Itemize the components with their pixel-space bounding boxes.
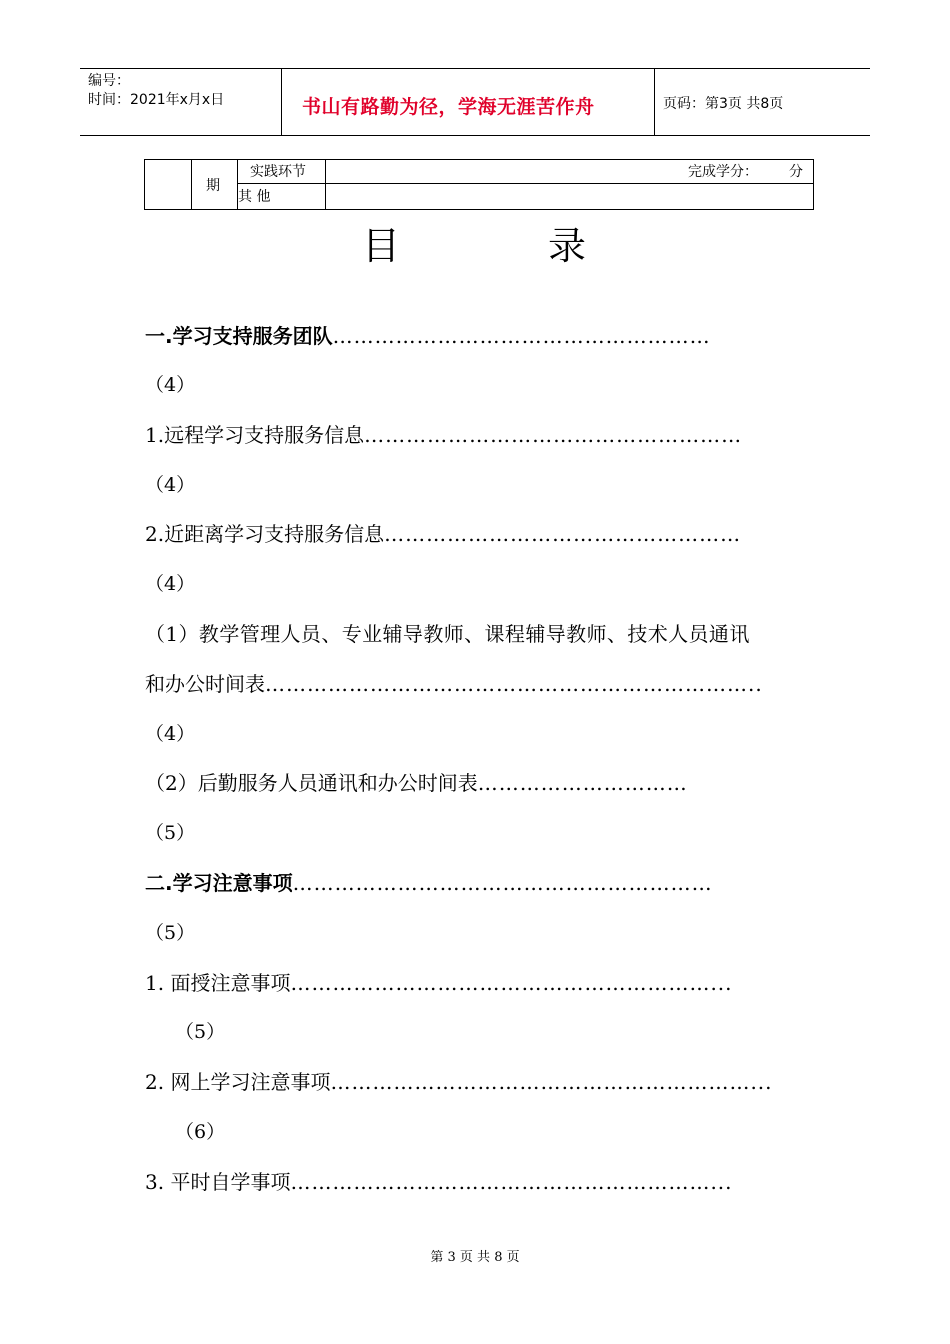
table-border-right: [813, 159, 814, 210]
table-border-left: [144, 159, 145, 210]
header-motto: 书山有路勤为径，学海无涯苦作舟: [302, 96, 595, 118]
toc-leader: …………………………: [477, 771, 688, 795]
toc-leader: ……………………………………………………: [292, 871, 713, 895]
table-period-cell: 期: [206, 178, 220, 194]
toc-entry-title: 1.远程学习支持服务信息: [145, 423, 365, 447]
toc-entry-staff-contacts-cont[interactable]: [145, 671, 805, 697]
table-border-bottom: [144, 209, 814, 210]
toc-entry-section-2[interactable]: [145, 870, 805, 896]
toc-title-char-1: 目: [362, 224, 401, 268]
toc-entry-logistics-contacts[interactable]: [145, 770, 805, 796]
toc-leader: ………………………………………………: [332, 324, 711, 348]
toc-leader: ………………………………………………: [364, 423, 743, 447]
toc-title-char-2: 录: [548, 224, 587, 268]
table-credit-unit: 分: [789, 164, 803, 180]
toc-entry-title: 2. 网上学习注意事项: [145, 1070, 331, 1094]
toc-entry-title-cont: 和办公时间表: [145, 672, 265, 696]
toc-leader: ……………………………………………………...: [290, 971, 733, 995]
header-divider-left: [281, 68, 282, 136]
toc-entry-title: 二.学习注意事项: [145, 871, 293, 895]
toc-entry-title: 一.学习支持服务团队: [145, 324, 333, 348]
document-number-label: 编号：: [88, 73, 130, 89]
toc-entry-section-1[interactable]: [145, 323, 805, 349]
toc-page-number: （6）: [175, 1121, 226, 1143]
header-bottom-rule: [80, 135, 870, 136]
toc-leader: ……………………………………………………………..: [265, 672, 763, 696]
table-credit-label: 完成学分：: [688, 164, 758, 180]
header-divider-right: [654, 68, 655, 136]
toc-page-number: （4）: [145, 374, 196, 396]
toc-page-number: （4）: [145, 474, 196, 496]
table-border-top: [144, 159, 814, 160]
toc-entry-title: （1）教学管理人员、专业辅导教师、课程辅导教师、技术人员通讯: [145, 622, 750, 646]
toc-entry-staff-contacts[interactable]: [145, 621, 805, 647]
toc-page-number: （4）: [145, 573, 196, 595]
toc-leader: ……………………………………………………...: [290, 1170, 733, 1194]
page-footer: 第 3 页 共 8 页: [430, 1250, 520, 1265]
toc-page-number: （4）: [145, 723, 196, 745]
toc-entry-self-study[interactable]: [145, 1169, 805, 1195]
toc-leader: ……………………………………………: [384, 522, 742, 546]
table-row-divider: [237, 183, 814, 184]
toc-entry-online-learning[interactable]: [145, 1069, 805, 1095]
document-time-label: 时间：2021年x月x日: [88, 92, 225, 108]
toc-entry-title: 1. 面授注意事项: [145, 971, 291, 995]
table-practice-label: 实践环节: [250, 164, 306, 180]
toc-entry-title: 2.近距离学习支持服务信息: [145, 522, 385, 546]
toc-page-number: （5）: [175, 1021, 226, 1043]
toc-entry-title: 3. 平时自学事项: [145, 1170, 291, 1194]
toc-entry-remote-support[interactable]: [145, 422, 805, 448]
toc-leader: ……………………………………………………...: [330, 1070, 773, 1094]
toc-page-number: （5）: [145, 922, 196, 944]
table-col-divider-3: [325, 159, 326, 210]
table-other-label: 其 他: [238, 189, 271, 205]
header-page-label: 页码：第3页 共8页: [663, 96, 784, 112]
toc-entry-title: （2）后勤服务人员通讯和办公时间表: [145, 771, 478, 795]
toc-entry-nearby-support[interactable]: [145, 521, 805, 547]
header-top-rule: [80, 68, 870, 69]
table-col-divider-1: [191, 159, 192, 210]
toc-entry-face-to-face[interactable]: [145, 970, 805, 996]
toc-page-number: （5）: [145, 822, 196, 844]
